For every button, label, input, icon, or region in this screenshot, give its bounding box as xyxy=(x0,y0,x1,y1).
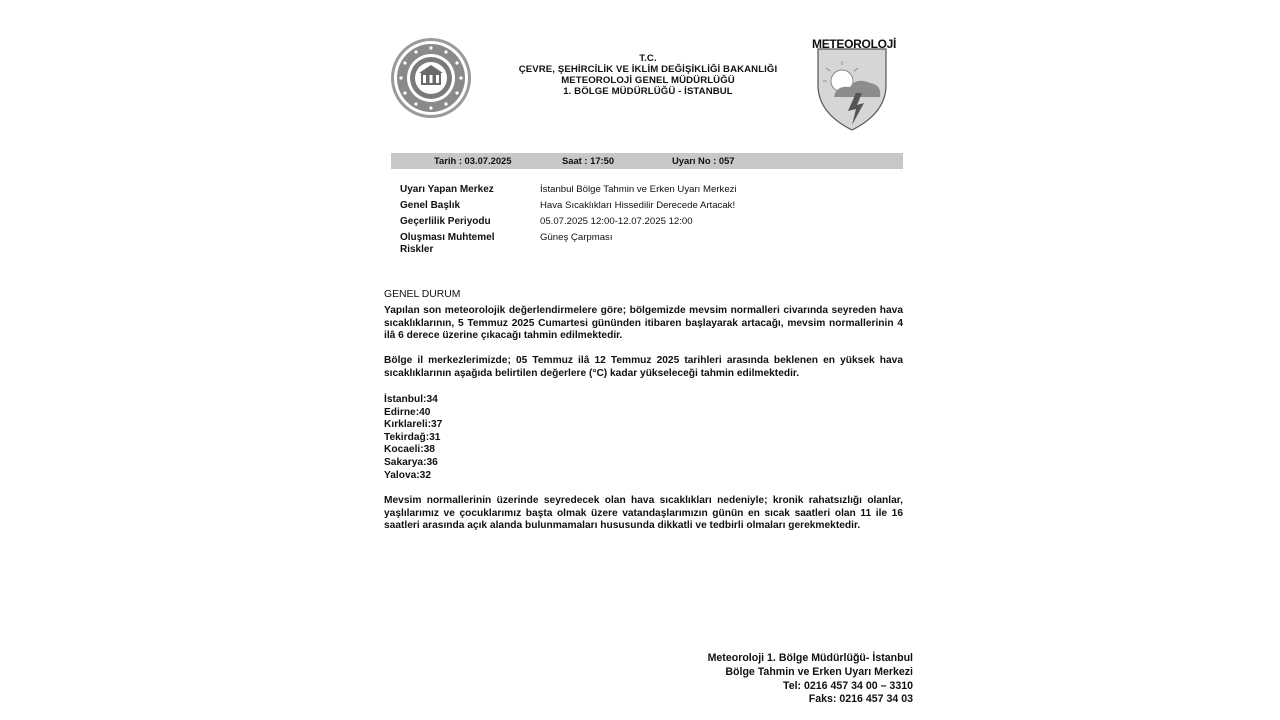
header-line-ministry: ÇEVRE, ŞEHİRCİLİK VE İKLİM DEĞİŞİKLİĞİ BAKANLIĞI xyxy=(518,64,778,75)
detail-value: Hava Sıcaklıkları Hissedilir Derecede Artacak! xyxy=(540,200,736,211)
list-item: Sakarya:36 xyxy=(384,456,438,468)
detail-label: Genel Başlık xyxy=(400,200,461,211)
detail-label: Geçerlilik Periyodu xyxy=(400,216,491,227)
footer-fax: Faks: 0216 457 34 03 xyxy=(808,693,913,706)
section-title: GENEL DURUM xyxy=(384,289,461,300)
footer-center: Bölge Tahmin ve Erken Uyarı Merkezi xyxy=(725,665,913,678)
footer-contact xyxy=(708,652,913,707)
detail-row xyxy=(400,216,820,232)
header-line-republic: T.C. xyxy=(639,53,657,64)
list-item: Tekirdağ:31 xyxy=(384,431,441,443)
document-header xyxy=(480,53,816,97)
list-item: Kırklareli:37 xyxy=(384,419,443,431)
info-bar xyxy=(391,153,903,169)
list-item: İstanbul:34 xyxy=(384,394,438,405)
detail-label: Oluşması Muhtemel Riskler xyxy=(400,232,495,255)
header-line-directorate: METEOROLOJİ GENEL MÜDÜRLÜĞÜ xyxy=(561,75,735,86)
warning-details xyxy=(400,184,820,258)
paragraph-overview: Yapılan son meteorolojik değerlendirmelere göre; bölgemizde mevsim normalleri civarında seyreden hava sıcaklıklarının, 5 Temmuz 2025 Cumartesi gününden itibaren başlayarak artacağı, mevsim normallerinin 4 ilâ 6 derece üzerine çıkacağı tahmin edilmektedir. xyxy=(384,305,903,342)
detail-row xyxy=(400,184,820,200)
detail-value: 05.07.2025 12:00-12.07.2025 12:00 xyxy=(540,216,693,227)
footer-office: Meteoroloji 1. Bölge Müdürlüğü- İstanbul xyxy=(707,652,913,664)
header-line-region: 1. BÖLGE MÜDÜRLÜĞÜ - İSTANBUL xyxy=(563,86,733,97)
ministry-seal-icon xyxy=(390,37,472,119)
meteoroloji-logo-title: METEOROLOJİ xyxy=(812,37,897,51)
warning-number: Uyarı No : 057 xyxy=(672,155,735,166)
list-item: Kocaeli:38 xyxy=(384,444,435,456)
paragraph-advice: Mevsim normallerinin üzerinde seyredecek olan hava sıcaklıkları nedeniyle; kronik rahatsızlığı olanlar, yaşlılarımız ve çocuklarımız başta olmak üzere vatandaşlarımızın günün en sıcak saatleri olan 11 ile 16 saatleri arasında açık alanda bulunmamaları hususunda dikkatli ve tedbirli olmaları gerekmektedir. xyxy=(384,495,903,532)
footer-phone: Tel: 0216 457 34 00 – 3310 xyxy=(783,679,913,692)
detail-row xyxy=(400,200,820,216)
warning-date: Tarih : 03.07.2025 xyxy=(434,155,512,166)
detail-value: Güneş Çarpması xyxy=(540,232,613,243)
list-item: Edirne:40 xyxy=(384,406,431,418)
detail-value: İstanbul Bölge Tahmin ve Erken Uyarı Merkezi xyxy=(540,184,737,195)
detail-row xyxy=(400,232,820,258)
detail-label: Uyarı Yapan Merkez xyxy=(400,184,494,195)
paragraph-temperatures-intro: Bölge il merkezlerimizde; 05 Temmuz ilâ 12 Temmuz 2025 tarihleri arasında beklenen en yüksek hava sıcaklıklarının aşağıda belirtilen değerlere (°C) kadar yükseleceği tahmin edilmektedir. xyxy=(384,355,903,379)
list-item: Yalova:32 xyxy=(384,469,432,481)
temperature-list xyxy=(384,394,442,482)
warning-time: Saat : 17:50 xyxy=(562,155,615,166)
